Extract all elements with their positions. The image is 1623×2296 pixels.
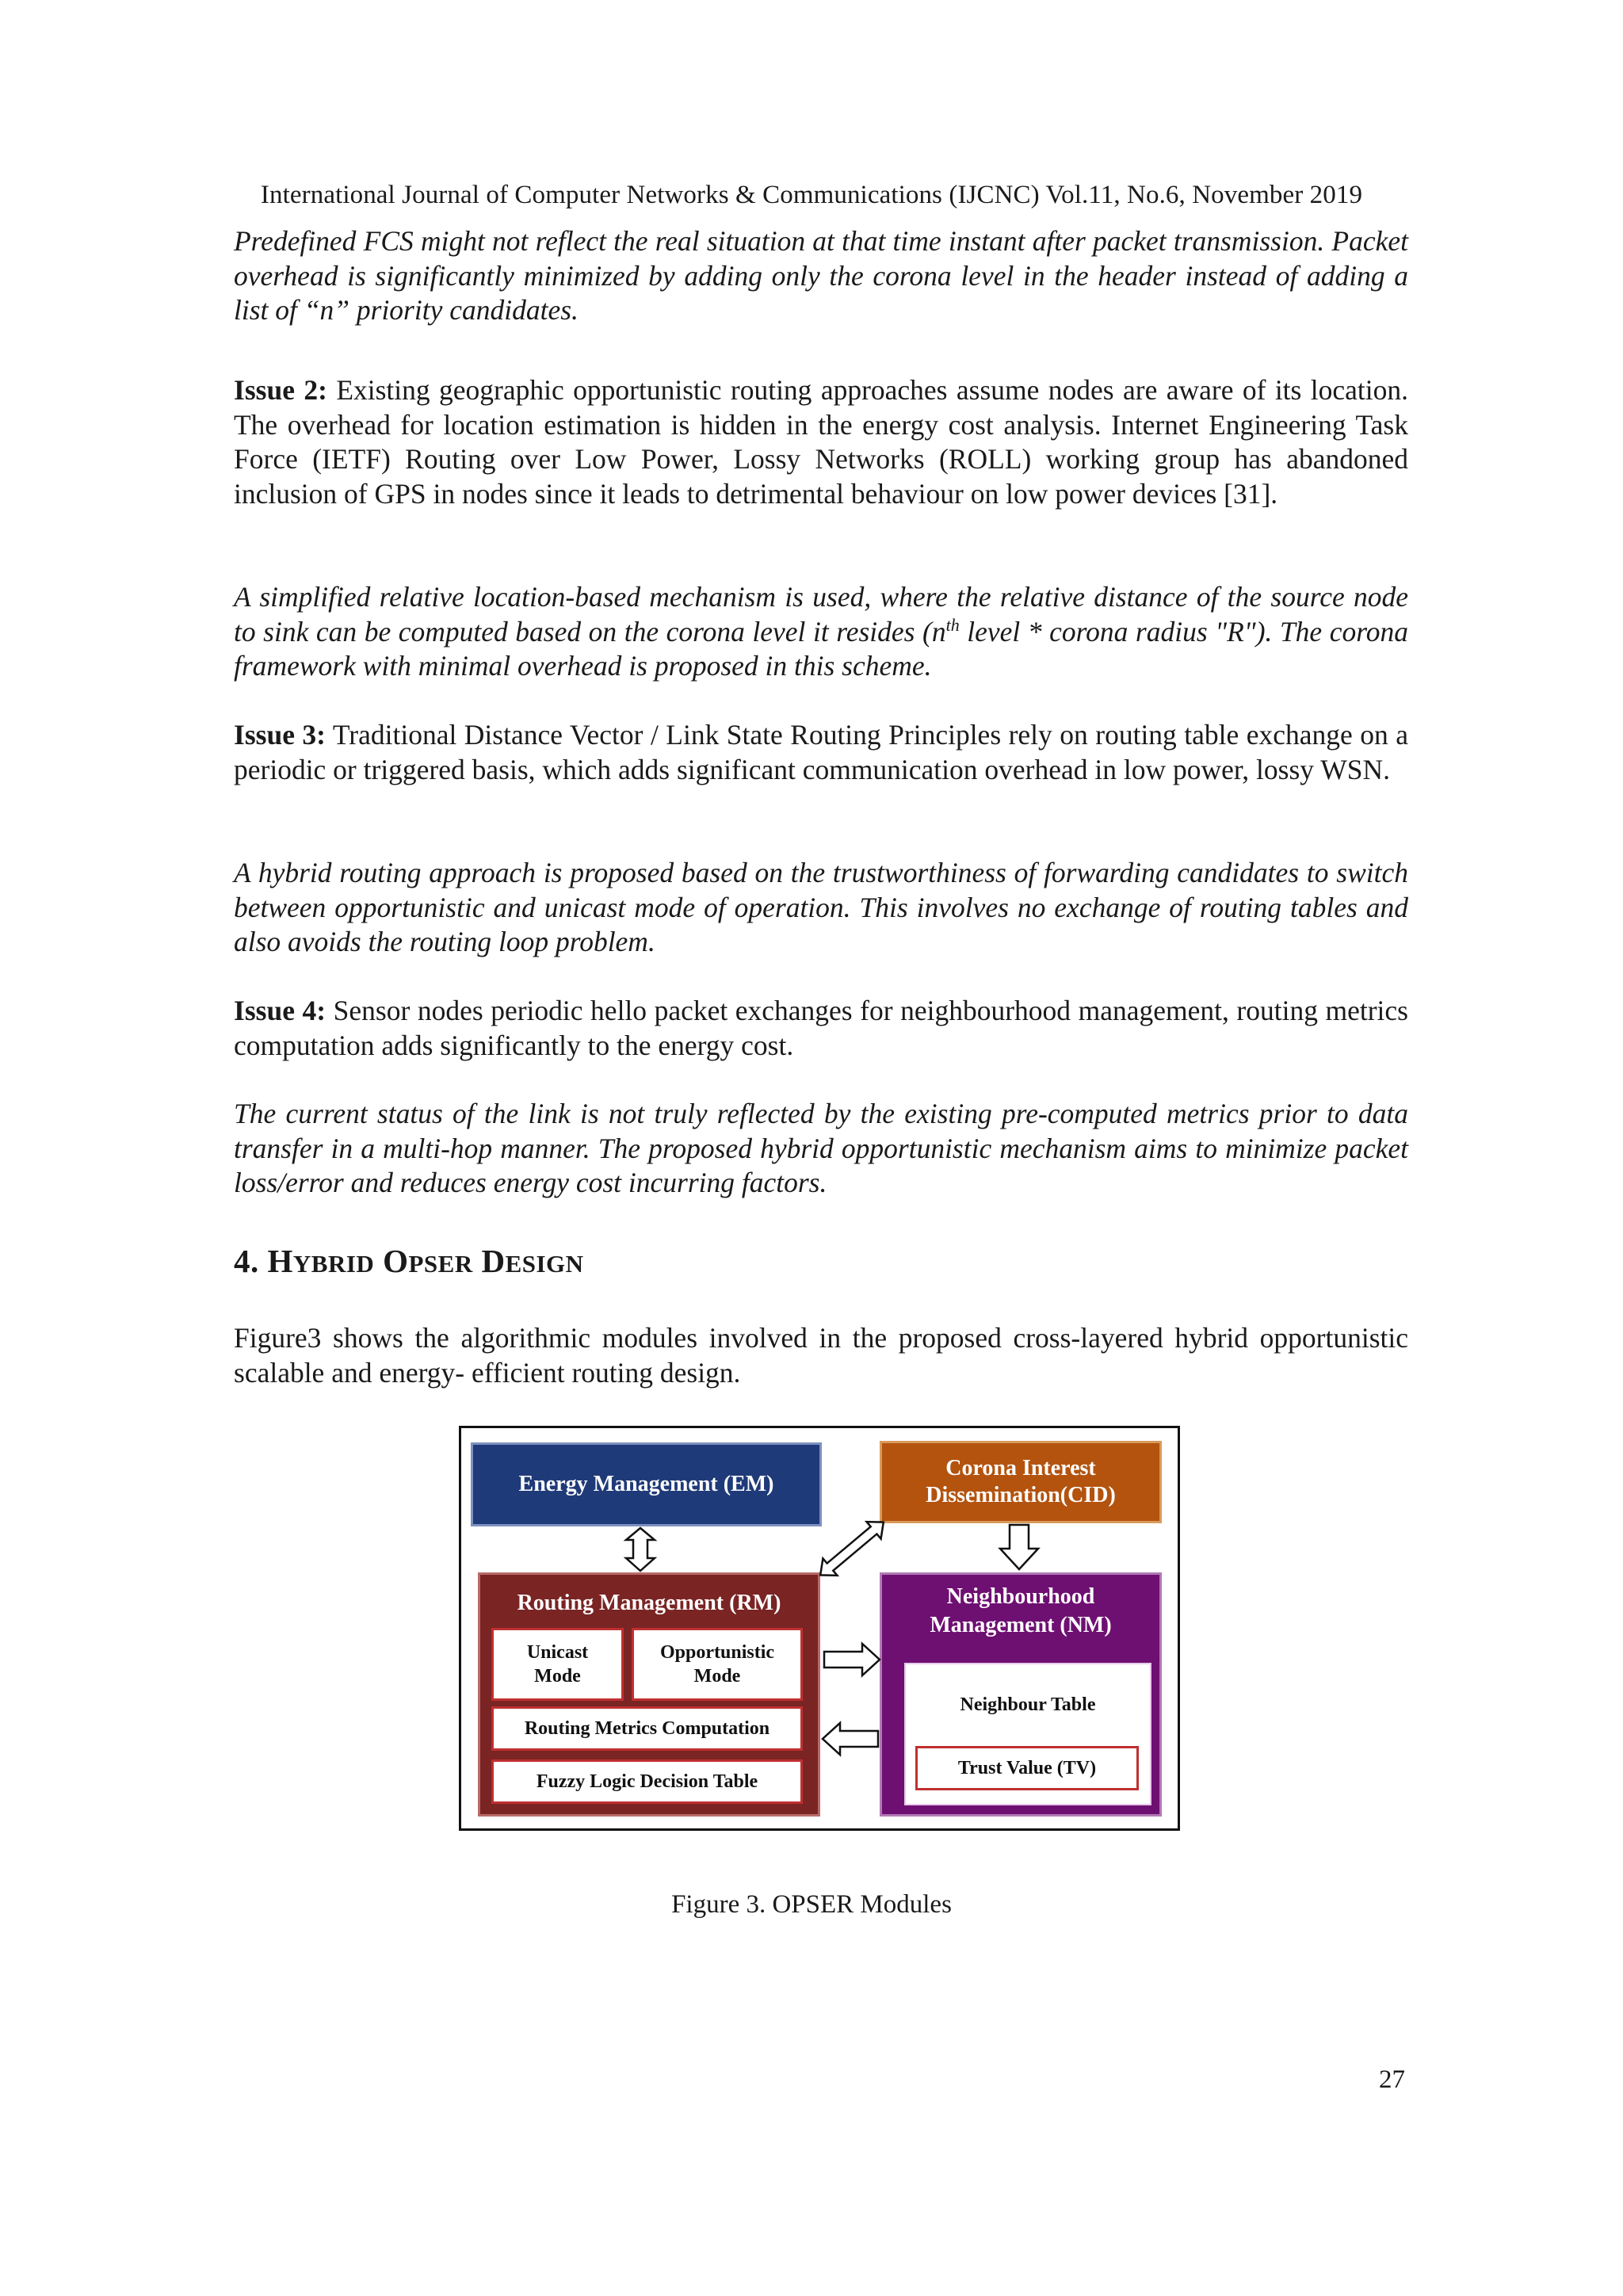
opportunistic-line-2: Mode — [693, 1666, 741, 1687]
figure-caption: Figure 3. OPSER Modules — [671, 1890, 952, 1919]
issue-3-text: Traditional Distance Vector / Link State Routing Principles rely on routing table exchange on a periodic or triggered basis, which adds significant communication overhead in low power, lossy WSN. — [234, 719, 1408, 785]
nm-title-line-1: Neighbourhood — [946, 1584, 1095, 1609]
section-word-1-rest: YBRID — [292, 1250, 375, 1278]
issue-4-text: Sensor nodes periodic hello packet exchanges for neighbourhood management, routing metrics computation adds significantly to the energy cost. — [234, 995, 1408, 1061]
fuzzy-logic-box: Fuzzy Logic Decision Table — [491, 1759, 803, 1804]
energy-management-box: Energy Management (EM) — [471, 1442, 822, 1526]
location-text-b: level * corona radius "R"). The corona framework with minimal overhead is proposed in this scheme. — [234, 615, 1408, 682]
section-word-3-cap: D — [481, 1243, 506, 1279]
issue-2-text: Existing geographic opportunistic routing approaches assume nodes are aware of its location. The overhead for location estimation is hidden in the energy cost analysis. Internet Engineering Task Force (IETF) Routing over Low Power, Lossy Networks (ROLL) working group has abandoned inclusion of GPS in nodes since it leads to detrimental behaviour on low power devices [31]. — [234, 374, 1408, 510]
section-word-3-rest: ESIGN — [505, 1250, 584, 1278]
location-text-a: A simplified relative location-based mechanism is used, where the relative distance of the source node to sink can be computed based on the corona level it resides (n — [234, 581, 1408, 648]
trust-value-box: Trust Value (TV) — [915, 1746, 1139, 1790]
issue-4-label: Issue 4: — [234, 995, 327, 1026]
paragraph-link-status: The current status of the link is not truly reflected by the existing pre-computed metrics prior to data transfer in a multi-hop manner. The proposed hybrid opportunistic mechanism aims to minimize packet loss/error and reduces energy cost incurring factors. — [234, 1098, 1408, 1198]
neighbour-table-label: Neighbour Table — [960, 1694, 1096, 1715]
section-word-1-cap: H — [267, 1243, 293, 1279]
issue-3-label: Issue 3: — [234, 719, 326, 751]
nm-to-rm-arrow — [823, 1723, 878, 1755]
unicast-line-2: Mode — [534, 1666, 581, 1687]
opportunistic-line-1: Opportunistic — [659, 1642, 775, 1663]
cid-line-2: Dissemination(CID) — [926, 1483, 1116, 1507]
rm-to-nm-arrow — [824, 1644, 880, 1675]
issue-2-label: Issue 2: — [234, 374, 327, 406]
page-number: 27 — [1379, 2065, 1405, 2094]
section-word-2-rest: PSER — [408, 1250, 473, 1278]
paragraph-figure-intro: Figure3 shows the algorithmic modules involved in the proposed cross-layered hybrid opportunistic scalable and energy- efficient routing design. — [234, 1322, 1408, 1389]
unicast-line-1: Unicast — [526, 1642, 589, 1663]
section-word-2-cap: O — [383, 1243, 409, 1279]
nm-title-line-2: Management (NM) — [930, 1613, 1112, 1637]
paragraph-hybrid: A hybrid routing approach is proposed based on the trustworthiness of forwarding candidates to switch between opportunistic and unicast mode of operation. This involves no exchange of routing tables and also avoids the routing loop problem. — [234, 857, 1408, 957]
cid-line-1: Corona Interest — [945, 1456, 1096, 1480]
location-superscript: th — [945, 614, 960, 635]
paragraph-fcs: Predefined FCS might not reflect the real situation at that time instant after packet transmission. Packet overhead is significantly minimized by adding only the corona level in the header instead of adding a list of “n” priority candidates. — [234, 225, 1408, 326]
rm-cid-diagonal-arrow — [813, 1514, 891, 1584]
cid-nm-down-arrow — [1000, 1525, 1038, 1569]
section-number: 4. — [234, 1243, 268, 1279]
em-rm-double-arrow — [626, 1528, 655, 1571]
rm-title: Routing Management (RM) — [517, 1591, 781, 1615]
journal-header: International Journal of Computer Networks & Communications (IJCNC) Vol.11, No.6, November 2019 — [260, 181, 1363, 209]
routing-metrics-box: Routing Metrics Computation — [491, 1706, 803, 1751]
